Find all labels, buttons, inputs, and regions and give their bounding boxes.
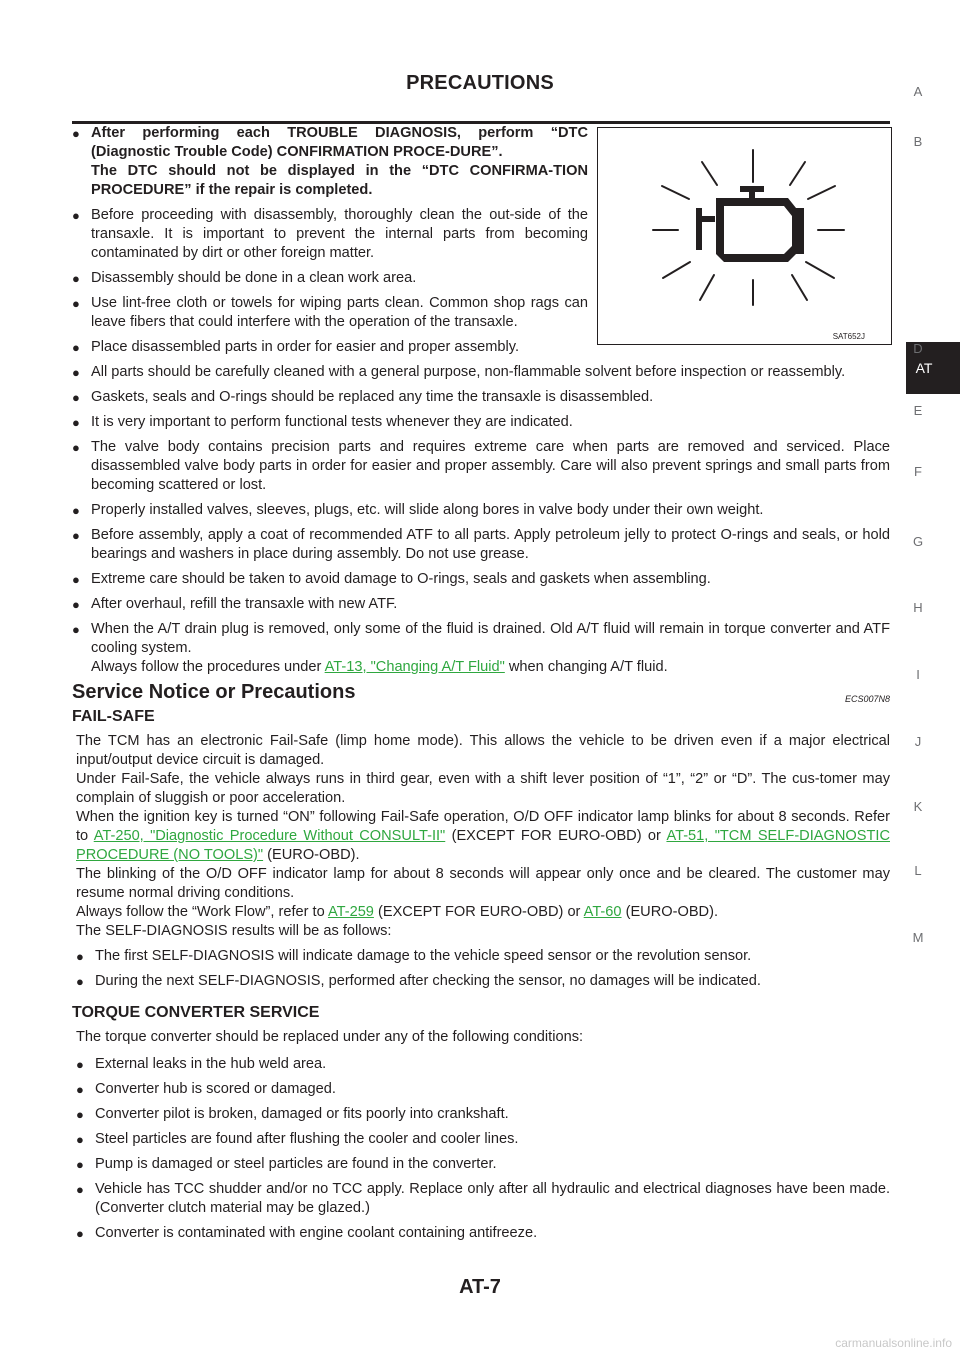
bullet-text: Before proceeding with disassembly, thoroughly clean the out-side of the transaxle. It is important to prevent the internal parts from becoming contaminated by dirt or other foreign matter. (91, 207, 588, 261)
bullet-text: Steel particles are found after flushing the cooler and cooler lines. (95, 1131, 519, 1147)
watermark-brand: carmanualsonline.info (835, 1336, 952, 1350)
paragraph: The torque converter should be replaced under any of the following conditions: (76, 1029, 584, 1045)
followup-prefix: Always follow the procedures under (91, 659, 325, 675)
list-item (76, 1080, 890, 1099)
bullet-text: Converter hub is scored or damaged. (95, 1081, 336, 1097)
bullet-text: Converter pilot is broken, damaged or fits poorly into crankshaft. (95, 1106, 509, 1122)
bullet-icon: ● (72, 528, 80, 543)
bullet-text: Extreme care should be taken to avoid damage to O-rings, seals and gaskets when assembling. (91, 571, 711, 587)
paragraph: The blinking of the O/D OFF indicator lamp for about 8 seconds will appear only once and be cleared. The customer may resume normal driving conditions. (76, 866, 890, 901)
list-item (72, 206, 588, 263)
bullet-text: It is very important to perform functional tests whenever they are indicated. (91, 414, 573, 430)
index-letter-f[interactable]: F (914, 464, 922, 479)
bullet-icon: ● (72, 271, 80, 286)
list-item (72, 501, 890, 520)
bullet-text: When the A/T drain plug is removed, only some of the fluid is drained. Old A/T fluid will remain in torque converter and ATF cooling system. (91, 621, 890, 656)
bullet-icon: ● (76, 1107, 84, 1122)
paragraph-text: (EURO-OBD). (621, 904, 719, 920)
bullet-icon: ● (72, 415, 80, 430)
list-item (76, 972, 890, 991)
list-item (72, 595, 890, 614)
section-title-text: Service Notice or Precautions (72, 681, 356, 703)
bullet-icon: ● (72, 390, 80, 405)
bullet-icon: ● (76, 1157, 84, 1172)
index-letter-e[interactable]: E (913, 403, 923, 418)
bullet-icon: ● (72, 340, 80, 355)
list-item (76, 1130, 890, 1149)
xref-link-at259[interactable]: AT-259 (327, 904, 374, 920)
paragraph (72, 808, 890, 865)
bullet-icon: ● (76, 974, 84, 989)
bullet-icon: ● (76, 1132, 84, 1147)
page-content (72, 124, 890, 1249)
page-title: PRECAUTIONS (406, 72, 554, 94)
bullet-icon: ● (72, 597, 80, 612)
bullet-icon: ● (76, 1226, 84, 1241)
index-letter-k[interactable]: K (913, 799, 923, 814)
paragraph-text: When the ignition key is turned “ON” following Fail-Safe operation, O/D OFF indicator lamp blinks for about 8 seconds. Refer to (76, 809, 890, 844)
bullet-text: During the next SELF-DIAGNOSIS, performed after checking the sensor, no damages will be indicated. (95, 973, 761, 989)
paragraph: The SELF-DIAGNOSIS results will be as follows: (76, 923, 392, 939)
list-item (72, 526, 890, 564)
list-item (76, 947, 890, 966)
paragraph: Under Fail-Safe, the vehicle always runs in third gear, even with a shift lever position of “1”, “2” or “D”. The cus-tomer may complain of sluggish or poor acceleration. (76, 771, 890, 806)
paragraph-text: (EURO-OBD). (263, 847, 360, 863)
list-item (72, 413, 890, 432)
bullet-text: External leaks in the hub weld area. (95, 1056, 327, 1072)
bullet-text: Properly installed valves, sleeves, plugs, etc. will slide along bores in valve body under their own weight. (91, 502, 764, 518)
list-item (76, 1180, 890, 1218)
paragraph (72, 903, 890, 922)
list-item (72, 338, 890, 357)
index-letter-d[interactable]: D (913, 341, 923, 356)
xref-link-at51[interactable]: AT-51, "TCM SELF-DIAGNOSTIC PROCEDURE (NO TOOLS)" (76, 828, 890, 863)
index-letter-l[interactable]: L (914, 863, 922, 878)
bullet-icon: ● (72, 365, 80, 380)
paragraph-text: (EXCEPT FOR EURO-OBD) or (445, 828, 667, 844)
bullet-text: The DTC should not be displayed in the “DTC CONFIRMA-TION PROCEDURE” if the repair is completed. (91, 163, 588, 198)
list-item (72, 294, 588, 332)
bullet-text: Use lint-free cloth or towels for wiping parts clean. Common shop rags can leave fibers that could interfere with the operation of the transaxle. (91, 295, 588, 330)
bullet-text: The valve body contains precision parts and requires extreme care when parts are removed and serviced. Place disassembled valve body parts in order for easier and proper assembly. Care will also prevent springs and small parts from becoming scattered or lost. (91, 439, 890, 493)
xref-link-at60[interactable]: AT-60 (583, 904, 622, 920)
bullet-icon: ● (76, 1082, 84, 1097)
figure-code: SAT652J (832, 332, 865, 341)
bullet-text: The first SELF-DIAGNOSIS will indicate damage to the vehicle speed sensor or the revolution sensor. (95, 948, 752, 964)
subsection-title-failsafe: FAIL-SAFE (72, 708, 155, 725)
list-item (76, 1224, 890, 1243)
index-tab-at-label: AT (915, 360, 933, 376)
bullet-icon: ● (72, 503, 80, 518)
section-code: ECS007N8 (844, 694, 890, 704)
bullet-icon: ● (72, 296, 80, 311)
index-letter-h[interactable]: H (913, 600, 923, 615)
index-letter-g[interactable]: G (912, 534, 924, 549)
list-item (72, 269, 588, 288)
xref-link-at250[interactable]: AT-250, "Diagnostic Procedure Without CONSULT-II" (93, 828, 446, 844)
bullet-icon: ● (76, 1057, 84, 1072)
bullet-text: Pump is damaged or steel particles are found in the converter. (95, 1156, 497, 1172)
section-title (72, 683, 890, 707)
bullet-text: After performing each TROUBLE DIAGNOSIS, perform “DTC (Diagnostic Trouble Code) CONFIRMATION PROCE-DURE”. (91, 125, 588, 160)
bullet-icon: ● (76, 949, 84, 964)
bullet-icon: ● (72, 572, 80, 587)
paragraph-text: (EXCEPT FOR EURO-OBD) or (373, 904, 584, 920)
bullet-icon: ● (72, 126, 80, 141)
bullet-icon: ● (76, 1182, 84, 1197)
index-letter-b[interactable]: B (913, 134, 923, 149)
index-letter-m[interactable]: M (912, 930, 924, 945)
bullet-text: Disassembly should be done in a clean work area. (91, 270, 417, 286)
bullet-icon: ● (72, 622, 80, 637)
list-item (72, 124, 588, 200)
bullet-text: Vehicle has TCC shudder and/or no TCC apply. Replace only after all hydraulic and electrical diagnoses have been made. (Converter clutch material may be glazed.) (95, 1181, 890, 1216)
bullet-text: Before assembly, apply a coat of recommended ATF to all parts. Apply petroleum jelly to protect O-rings and seals, or hold bearings and washers in place during assembly. Do not use grease. (91, 527, 890, 562)
followup-suffix: when changing A/T fluid. (504, 659, 668, 675)
list-item (72, 438, 890, 495)
index-letter-j[interactable]: J (914, 734, 922, 749)
xref-link-at13[interactable]: AT-13, "Changing A/T Fluid" (324, 659, 505, 675)
paragraph-text: Always follow the “Work Flow”, refer to (76, 904, 328, 920)
paragraph: The TCM has an electronic Fail-Safe (limp home mode). This allows the vehicle to be driven even if a major electrical input/output device circuit is damaged. (76, 733, 890, 768)
list-item (72, 570, 890, 589)
bullet-text: Gaskets, seals and O-rings should be replaced any time the transaxle is disassembled. (91, 389, 654, 405)
list-item (72, 388, 890, 407)
bullet-icon: ● (72, 208, 80, 223)
list-item (76, 1155, 890, 1174)
subsection-title-torque: TORQUE CONVERTER SERVICE (72, 1004, 320, 1021)
index-letter-a[interactable]: A (913, 84, 923, 99)
bullet-text: Converter is contaminated with engine coolant containing antifreeze. (95, 1225, 538, 1241)
list-item (72, 363, 890, 382)
list-item (72, 620, 890, 677)
list-item (76, 1105, 890, 1124)
bullet-icon: ● (72, 440, 80, 455)
list-item (76, 1055, 890, 1074)
page-number: AT-7 (459, 1276, 501, 1298)
bullet-text: Place disassembled parts in order for easier and proper assembly. (91, 339, 520, 355)
bullet-followup (91, 658, 890, 677)
bullet-text: All parts should be carefully cleaned with a general purpose, non-flammable solvent before inspection or reassembly. (91, 364, 846, 380)
index-letter-i[interactable]: I (916, 667, 920, 682)
bullet-text: After overhaul, refill the transaxle with new ATF. (91, 596, 398, 612)
